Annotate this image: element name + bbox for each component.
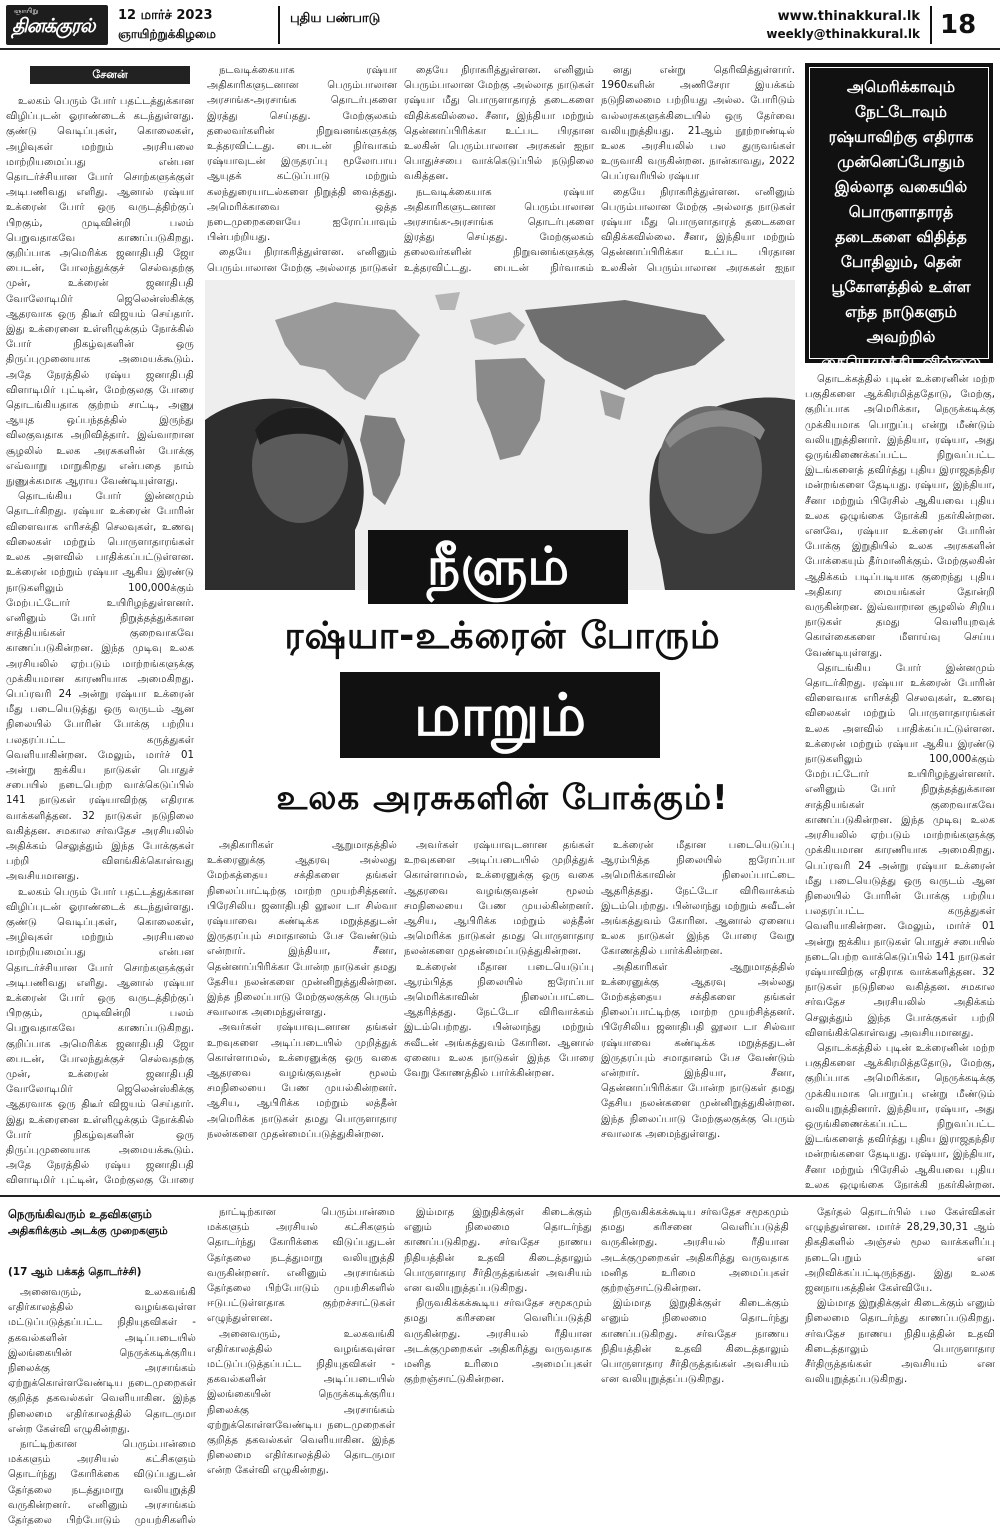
sub-article-column-1 [8,1285,196,1527]
article-paragraph: தையே நிராகரித்துள்ளன. எனினும் பெரும்பாலான மேற்கு அல்லாத நாடுகள் ரஷ்யா மீது பொருளாதாரத் தடைகளை விதிக்கவில்லை. சீனா, இந்தியா மற்றும் தென்னாப்பிரிக்கா உட்பட பிரதான உலகின் பெரும்பாலான அரசுகள் ஐநா [601,186,795,274]
sub-article-subtitle: அதிகரிக்கும் அடக்கு முறைகளும் [8,1225,168,1237]
article-column-2 [207,63,397,275]
sub-article-column-5 [805,1205,995,1527]
sub-article-column-2 [207,1205,395,1527]
pull-quote [805,63,993,371]
issue-date: 12 மார்ச் 2023 [118,8,213,23]
article-paragraph: அனைவரும், உலகவங்கி எதிர்காலத்தில் வழங்கவுள்ள மட்டுப்படுத்தப்பட்ட நிதியுதவிகள் - தகவல்களின் அடிப்படையில் இலங்கையின் நெருக்கடிக்குரிய நிலைக்கு அரசாங்கம் ஏற்றுக்கொள்ளவேண்டிய நடைமுறைகள் குறித்த தகவல்கள் வெளியாகின. இந்த நிலைமை எதிர்காலத்தில் தொடருமா என்ற கேள்வி எழுகின்றது. [8,1287,196,1435]
headline-word-3: மாறும் [413,681,587,749]
author-byline: சேனன் [30,66,190,84]
article-paragraph: தையே நிராகரித்துள்ளன. எனினும் பெரும்பாலான மேற்கு அல்லாத நாடுகள் ரஷ்யா மீது பொருளாதாரத் தடைகளை விதிக்கவில்லை. சீனா, இந்தியா மற்றும் தென்னாப்பிரிக்கா உட்பட பிரதான உலகின் பெரும்பாலான அரசுகள் ஐநா பொதுச்சபை வாக்கெடுப்பில் நடுநிலை வகித்தன. [404,65,594,183]
divider [930,6,932,44]
article-paragraph: இம்மாத இறுதிக்குள் கிடைக்கும் எனும் நிலைமை தொடர்ந்து காணப்படுகிறது. சர்வதேச நாணய நிதியத்தின் உதவி கிடைத்தாலும் பொருளாதார சீர்திருத்தங்கள் அவசியம் என வலியுறுத்தப்படுகிறது. [404,1207,592,1295]
article-paragraph: அதிகாரிகள் ஆறுமாதத்தில் உக்ரைனுக்கு ஆதரவு அல்லது மேற்கத்தைய சக்திகளை தங்கள் நிலைப்பாட்டிற்கு மாற்ற முயற்சித்தனர். பிரேசிலிய ஜனாதிபதி லூலா டா சில்வா ரஷ்யாவை கண்டிக்க மறுத்ததுடன் இருதரப்பும் சமாதானம் பேச வேண்டும் என்றார். இந்தியா, சீனா, தென்னாப்பிரிக்கா போன்ற நாடுகள் தமது தேசிய நலன்களை முன்னிறுத்துகின்றன. இந்த நிலைப்பாடு மேற்குலகுக்கு பெரும் சவாலாக அமைந்துள்ளது. [207,840,397,1019]
article-paragraph: தொடக்கத்தில் புடின் உக்ரைனின் மற்ற பகுதிகளை ஆக்கிரமித்ததோடு, மேற்கு, குறிப்பாக அமெரிக்கா, நெருக்கடிக்கு முக்கியமாக பொறுப்பு என்று மீண்டும் வலியுறுத்தினார். இந்தியா, ரஷ்யா, அது ஒருங்கிணைக்கப்பட்ட நிறுவப்பட்ட இடங்களைத் தவிர்த்து புதிய இராஜதந்திர மன்றங்களை தேடியது. ரஷ்யா, இந்தியா, சீனா மற்றும் பிரேசில் ஆகியவை புதிய உலக ஒழுங்கை நோக்கி நகர்கின்றன. எனவே, ரஷ்யா உக்ரைன் போரின் போக்கு இறுதியில் உலக அரசுகளின் போக்கையும் தீர்மானிக்கும். மேற்குலகின் ஆதிக்கம் படிப்படியாக குறைந்து புதிய அதிகார மையங்கள் தோன்றி வருகின்றன. இவ்வாறான சூழலில் சிறிய நாடுகள் தமது வெளியுறவுக் கொள்கைகளை மீளாய்வு செய்ய வேண்டியுள்ளது. [805,374,995,659]
article-column-mid-1 [207,838,397,1190]
sub-article-column-4 [601,1205,789,1527]
article-paragraph: நிருவகிக்கக்கூடிய சர்வதேச சமூகமும் தமது கரிசனை வெளிப்படுத்தி வருகின்றது. அரசியல் ரீதியான அடக்குமுறைகள் அதிகரித்து வருவதாக மனித உரிமை அமைப்புகள் குற்றஞ்சாட்டுகின்றன. [404,1298,592,1386]
article-paragraph: தையே நிராகரித்துள்ளன. எனினும் பெரும்பாலான மேற்கு அல்லாத நாடுகள் [207,247,397,274]
pull-quote-text: அமெரிக்காவும் நேட்டோவும் ரஷ்யாவிற்கு எதிராக முன்னெப்போதும் இல்லாத வகையில் பொருளாதாரத் தடைகளை விதித்த போதிலும், தென் பூகோளத்தில் உள்ள எந்த நாடுகளும் அவற்றில் கையெழுத்திடவில்லை [821,78,981,371]
article-paragraph: தேர்தல் தொடர்பில் பல கேள்விகள் எழுந்துள்ளன. மார்ச் 28,29,30,31 ஆம் திகதிகளில் அஞ்சல் மூல வாக்களிப்பு நடைபெறும் என அறிவிக்கப்பட்டிருந்தது. இது உலக ஜனநாயகத்தின் கேள்வியே. [805,1207,995,1295]
section-name: புதிய பண்பாடு [290,11,381,26]
sub-article-column-3 [404,1205,592,1527]
article-paragraph: தொடங்கிய போர் இன்னமும் தொடர்கிறது. ரஷ்யா உக்ரைன் போரின் விளைவாக எரிசக்தி செலவுகள், உணவு விலைகள் மற்றும் பொருளாதாரங்கள் உலக அளவில் பாதிக்கப்பட்டுள்ளன. உக்ரைன் மற்றும் ரஷ்யா ஆகிய இரண்டு நாடுகளிலும் 100,000க்கும் மேற்பட்டோர் உயிரிழந்துள்ளனர். எனினும் போர் நிறுத்தத்துக்கான சாத்தியங்கள் குறைவாகவே காணப்படுகின்றன. இந்த முடிவு உலக அரசியலில் ஏற்படும் மாற்றங்களுக்கு முக்கியமான காரணியாக அமைகிறது. பெப்ரவரி 24 அன்று ரஷ்யா உக்ரைன் மீது படையெடுத்து ஒரு வருடம் ஆன நிலையில் போரின் போக்கு பற்றிய பலதரப்பட்ட கருத்துகள் வெளியாகின்றன. மேலும், மார்ச் 01 அன்று ஐக்கிய நாடுகள் பொதுச் சபையில் நடைபெற்ற வாக்கெடுப்பில் 141 நாடுகள் ரஷ்யாவிற்கு எதிராக வாக்களித்தன. 32 நாடுகள் நடுநிலை வகித்தன. சமகால சர்வதேச அரசியலில் அதிக்கம் செலுத்தும் இந்த போக்குகள் பற்றி விளங்கிக்கொள்வது அவசியமானது. [6,491,194,883]
article-paragraph: உக்ரைன் மீதான படையெடுப்பு ஆரம்பித்த நிலையில் ஐரோப்பா அமெரிக்காவின் நிலைப்பாட்டை ஆதரித்தது. நேட்டோ விரிவாக்கம் இடம்பெற்றது. பின்லாந்து மற்றும் சுவீடன் அங்கத்துவம் கோரின. ஆனால் ஏனைய உலக நாடுகள் இந்த போரை வேறு கோணத்தில் பார்க்கின்றன. [404,961,594,1080]
article-paragraph: உக்ரைன் மீதான படையெடுப்பு ஆரம்பித்த நிலையில் ஐரோப்பா அமெரிக்காவின் நிலைப்பாட்டை ஆதரித்தது. நேட்டோ விரிவாக்கம் இடம்பெற்றது. பின்லாந்து மற்றும் சுவீடன் அங்கத்துவம் கோரின. ஆனால் ஏனைய உலக நாடுகள் இந்த போரை வேறு கோணத்தில் பார்க்கின்றன. [601,840,795,958]
email-link[interactable]: weekly@thinakkural.lk [766,27,920,41]
page-number: 18 [940,10,977,40]
issue-day: ஞாயிற்றுக்கிழமை [118,27,216,41]
headline-line-4: உலக அரசுகளின் போக்கும்! [276,778,729,818]
article-paragraph: அவர்கள் ரஷ்யாவுடனான தங்கள் உறவுகளை அடிப்படையில் முறித்துக் கொள்ளாமல், உக்ரைனுக்கு ஒரு வகை ஆதரவை வழங்குவதன் மூலம் சமநிலையை பேண முயல்கின்றனர். ஆசிய, ஆபிரிக்க மற்றும் லத்தீன் அமெரிக்க நாடுகள் தமது பொருளாதார நலன்களை முதன்மைப்படுத்துகின்றன. [207,1022,397,1140]
article-paragraph: உலகம் பெரும் போர் பதட்டத்துக்கான விழிப்புடன் ஓராண்டைக் கடந்துள்ளது. குண்டு வெடிப்புகள், கொலைகள், அழிவுகள் மற்றும் அரசியலை மாற்றியமைப்பது என்பன தொடர்ச்சியான போர் சொற்களுக்குள் அடிபணிவது எளிது. ஆனால் ரஷ்யா உக்ரைன் போர் ஒரு வருடத்திற்குப் பிறகும், முடிவின்றி பலம் பெறுவதாகவே காணப்படுகிறது. குறிப்பாக அமெரிக்க ஜனாதிபதி ஜோ பைடன், போலந்துக்குச் செல்வதற்கு முன், உக்ரைன் ஜனாதிபதி வோலோடிமிர் ஜெலென்ஸ்கிக்கு ஆதரவாக ஒரு திடீர் விஜயம் செய்தார். இது உக்ரைனை உள்ளிழுக்கும் நோக்கில் போர் நிகழ்வுகளின் ஒரு திருப்புமுனையாக அமையக்கூடும். அதே நேரத்தில் ரஷ்ய ஜனாதிபதி விளாடிமிர் புட்டின், மேற்குலகு போரை தொடங்கியதாக குற்றம் சாட்டி, அணு ஆயுத ஒப்பந்தத்தில் இருந்து விலகுவதாக அறிவித்தார். இவ்வாறான சூழலில் உலக அரசுகளின் போக்கு எவ்வாறு மாறுகிறது என்பதை நாம் நுணுக்கமாக ஆராய வேண்டியுள்ளது. [6,96,194,488]
newspaper-logo [6,5,108,45]
article-column-1 [6,94,194,1189]
article-paragraph: நிருவகிக்கக்கூடிய சர்வதேச சமூகமும் தமது கரிசனை வெளிப்படுத்தி வருகின்றது. அரசியல் ரீதியான அடக்குமுறைகள் அதிகரித்து வருவதாக மனித உரிமை அமைப்புகள் குற்றஞ்சாட்டுகின்றன. [601,1207,789,1295]
sub-article-title: நெருங்கிவரும் உதவிகளும் [8,1207,152,1221]
continued-note: (17 ஆம் பக்கத் தொடர்ச்சி) [8,1266,142,1278]
article-paragraph: அவர்கள் ரஷ்யாவுடனான தங்கள் உறவுகளை அடிப்படையில் முறித்துக் கொள்ளாமல், உக்ரைனுக்கு ஒரு வகை ஆதரவை வழங்குவதன் மூலம் சமநிலையை பேண முயல்கின்றனர். ஆசிய, ஆபிரிக்க மற்றும் லத்தீன் அமெரிக்க நாடுகள் தமது பொருளாதார நலன்களை முதன்மைப்படுத்துகின்றன. [404,840,594,958]
divider [278,6,280,44]
article-column-mid-3 [601,838,795,1190]
article-paragraph: நடவடிக்கையாக ரஷ்யா அதிகாரிகளுடனான பெரும்பாலான அரசாங்க-அரசாங்க தொடர்புகளை இரத்து செய்தது. மேற்குலகம் தலைவர்களின் நிறுவனங்களுக்கு உத்தரவிட்டது. பைடன் நிர்வாகம் [404,186,594,274]
article-column-right [805,372,995,1190]
article-paragraph: தொடங்கிய போர் இன்னமும் தொடர்கிறது. ரஷ்யா உக்ரைன் போரின் விளைவாக எரிசக்தி செலவுகள், உணவு விலைகள் மற்றும் பொருளாதாரங்கள் உலக அளவில் பாதிக்கப்பட்டுள்ளன. உக்ரைன் மற்றும் ரஷ்யா ஆகிய இரண்டு நாடுகளிலும் 100,000க்கும் மேற்பட்டோர் உயிரிழந்துள்ளனர். எனினும் போர் நிறுத்தத்துக்கான சாத்தியங்கள் குறைவாகவே காணப்படுகின்றன. இந்த முடிவு உலக அரசியலில் ஏற்படும் மாற்றங்களுக்கு முக்கியமான காரணியாக அமைகிறது. பெப்ரவரி 24 அன்று ரஷ்யா உக்ரைன் மீது படையெடுத்து ஒரு வருடம் ஆன நிலையில் போரின் போக்கு பற்றிய பலதரப்பட்ட கருத்துகள் வெளியாகின்றன. மேலும், மார்ச் 01 அன்று ஐக்கிய நாடுகள் பொதுச் சபையில் நடைபெற்ற வாக்கெடுப்பில் 141 நாடுகள் ரஷ்யாவிற்கு எதிராக வாக்களித்தன. 32 நாடுகள் நடுநிலை வகித்தன. சமகால சர்வதேச அரசியலில் அதிக்கம் செலுத்தும் இந்த போக்குகள் பற்றி விளங்கிக்கொள்வது அவசியமானது. [805,662,995,1039]
article-paragraph: உலகம் பெரும் போர் பதட்டத்துக்கான விழிப்புடன் ஓராண்டைக் கடந்துள்ளது. குண்டு வெடிப்புகள், கொலைகள், அழிவுகள் மற்றும் அரசியலை மாற்றியமைப்பது என்பன தொடர்ச்சியான போர் சொற்களுக்குள் அடிபணிவது எளிது. ஆனால் ரஷ்யா உக்ரைன் போர் ஒரு வருடத்திற்குப் பிறகும், முடிவின்றி பலம் பெறுவதாகவே காணப்படுகிறது. குறிப்பாக அமெரிக்க ஜனாதிபதி ஜோ பைடன், போலந்துக்குச் செல்வதற்கு முன், உக்ரைன் ஜனாதிபதி வோலோடிமிர் ஜெலென்ஸ்கிக்கு ஆதரவாக ஒரு திடீர் விஜயம் செய்தார். இது உக்ரைனை உள்ளிழுக்கும் நோக்கில் போர் நிகழ்வுகளின் ஒரு திருப்புமுனையாக அமையக்கூடும். அதே நேரத்தில் ரஷ்ய ஜனாதிபதி விளாடிமிர் புட்டின், மேற்குலகு போரை [6,886,194,1187]
article-paragraph: னது என்று தெரிவித்துள்ளார். 1960களின் அணிசேரா இயக்கம் நடுநிலைமை பற்றியது அல்ல. போரிடும் வல்லரசுகளுக்கிடையில் ஒரு தேர்வை வலியுறுத்தியது. 21ஆம் நூற்றாண்டில் உலக அரசியலில் பல துருவங்கள் உருவாகி வருகின்றன. நான்காவது, 2022 பெப்ரவரியில் ரஷ்யா [601,65,795,183]
article-column-mid-2 [404,838,594,1190]
article-paragraph: நாட்டிற்கான பெரும்பான்மை மக்களும் அரசியல் கட்சிகளும் தொடர்ந்து கோரிக்கை விடுப்பதுடன் தேர்தலை நடத்துமாறு வலியுறுத்தி வருகின்றனர். எனினும் அரசாங்கம் தேர்தலை பிற்போடும் முயற்சிகளில் [8,1439,196,1527]
masthead [0,0,1000,50]
article-paragraph: தொடக்கத்தில் புடின் உக்ரைனின் மற்ற பகுதிகளை ஆக்கிரமித்ததோடு, மேற்கு, குறிப்பாக அமெரிக்கா, நெருக்கடிக்கு முக்கியமாக பொறுப்பு என்று மீண்டும் வலியுறுத்தினார். இந்தியா, ரஷ்யா, அது ஒருங்கிணைக்கப்பட்ட நிறுவப்பட்ட இடங்களைத் தவிர்த்து புதிய இராஜதந்திர மன்றங்களை தேடியது. ரஷ்யா, இந்தியா, சீனா மற்றும் பிரேசில் ஆகியவை புதிய உலக ஒழுங்கை நோக்கி நகர்கின்றன. [805,1042,995,1190]
article-paragraph: இம்மாத இறுதிக்குள் கிடைக்கும் எனும் நிலைமை தொடர்ந்து காணப்படுகிறது. சர்வதேச நாணய நிதியத்தின் உதவி கிடைத்தாலும் பொருளாதார சீர்திருத்தங்கள் அவசியம் என வலியுறுத்தப்படுகிறது. [805,1298,995,1386]
article-paragraph: இம்மாத இறுதிக்குள் கிடைக்கும் எனும் நிலைமை தொடர்ந்து காணப்படுகிறது. சர்வதேச நாணய நிதியத்தின் உதவி கிடைத்தாலும் பொருளாதார சீர்திருத்தங்கள் அவசியம் என வலியுறுத்தப்படுகிறது. [601,1298,789,1386]
logo-sub: ஞாயிறு [14,7,39,15]
article-paragraph: அதிகாரிகள் ஆறுமாதத்தில் உக்ரைனுக்கு ஆதரவு அல்லது மேற்கத்தைய சக்திகளை தங்கள் நிலைப்பாட்டிற்கு மாற்ற முயற்சித்தனர். பிரேசிலிய ஜனாதிபதி லூலா டா சில்வா ரஷ்யாவை கண்டிக்க மறுத்ததுடன் இருதரப்பும் சமாதானம் பேச வேண்டும் என்றார். இந்தியா, சீனா, தென்னாப்பிரிக்கா போன்ற நாடுகள் தமது தேசிய நலன்களை முன்னிறுத்துகின்றன. இந்த நிலைப்பாடு மேற்குலகுக்கு பெரும் சவாலாக அமைந்துள்ளது. [601,961,795,1140]
website-link[interactable]: www.thinakkural.lk [777,9,920,24]
logo-text: தினக்குரல் [12,15,95,37]
headline-word-1: நீளும் [426,537,570,597]
article-paragraph: நடவடிக்கையாக ரஷ்யா அதிகாரிகளுடனான பெரும்பாலான அரசாங்க-அரசாங்க தொடர்புகளை இரத்து செய்தது. மேற்குலகம் தலைவர்களின் நிறுவனங்களுக்கு உத்தரவிட்டது. பைடன் நிர்வாகம் ரஷ்யாவுடன் இருதரப்பு மூலோபாய ஆயுதக் கட்டுப்பாடு மற்றும் கலந்துரையாடல்களை நிறுத்தி வைத்தது. அமெரிக்காவை ஒத்த நடைமுறைகளையே ஐரோப்பாவும் பின்பற்றியது. [207,65,397,244]
article-column-3 [404,63,594,275]
headline-line-2: ரஷ்யா-உக்ரைன் போரும் [284,614,721,657]
article-column-4 [601,63,795,275]
article-paragraph: நாட்டிற்கான பெரும்பான்மை மக்களும் அரசியல் கட்சிகளும் தொடர்ந்து கோரிக்கை விடுப்பதுடன் தேர்தலை நடத்துமாறு வலியுறுத்தி வருகின்றனர். எனினும் அரசாங்கம் தேர்தலை பிற்போடும் முயற்சிகளில் ஈடுபட்டுள்ளதாக குற்றச்சாட்டுகள் எழுந்துள்ளன. [207,1207,395,1325]
section-separator [0,1195,1000,1197]
article-paragraph: அனைவரும், உலகவங்கி எதிர்காலத்தில் வழங்கவுள்ள மட்டுப்படுத்தப்பட்ட நிதியுதவிகள் - தகவல்களின் அடிப்படையில் இலங்கையின் நெருக்கடிக்குரிய நிலைக்கு அரசாங்கம் ஏற்றுக்கொள்ளவேண்டிய நடைமுறைகள் குறித்த தகவல்கள் வெளியாகின. இந்த நிலைமை எதிர்காலத்தில் தொடருமா என்ற கேள்வி எழுகின்றது. [207,1328,395,1477]
